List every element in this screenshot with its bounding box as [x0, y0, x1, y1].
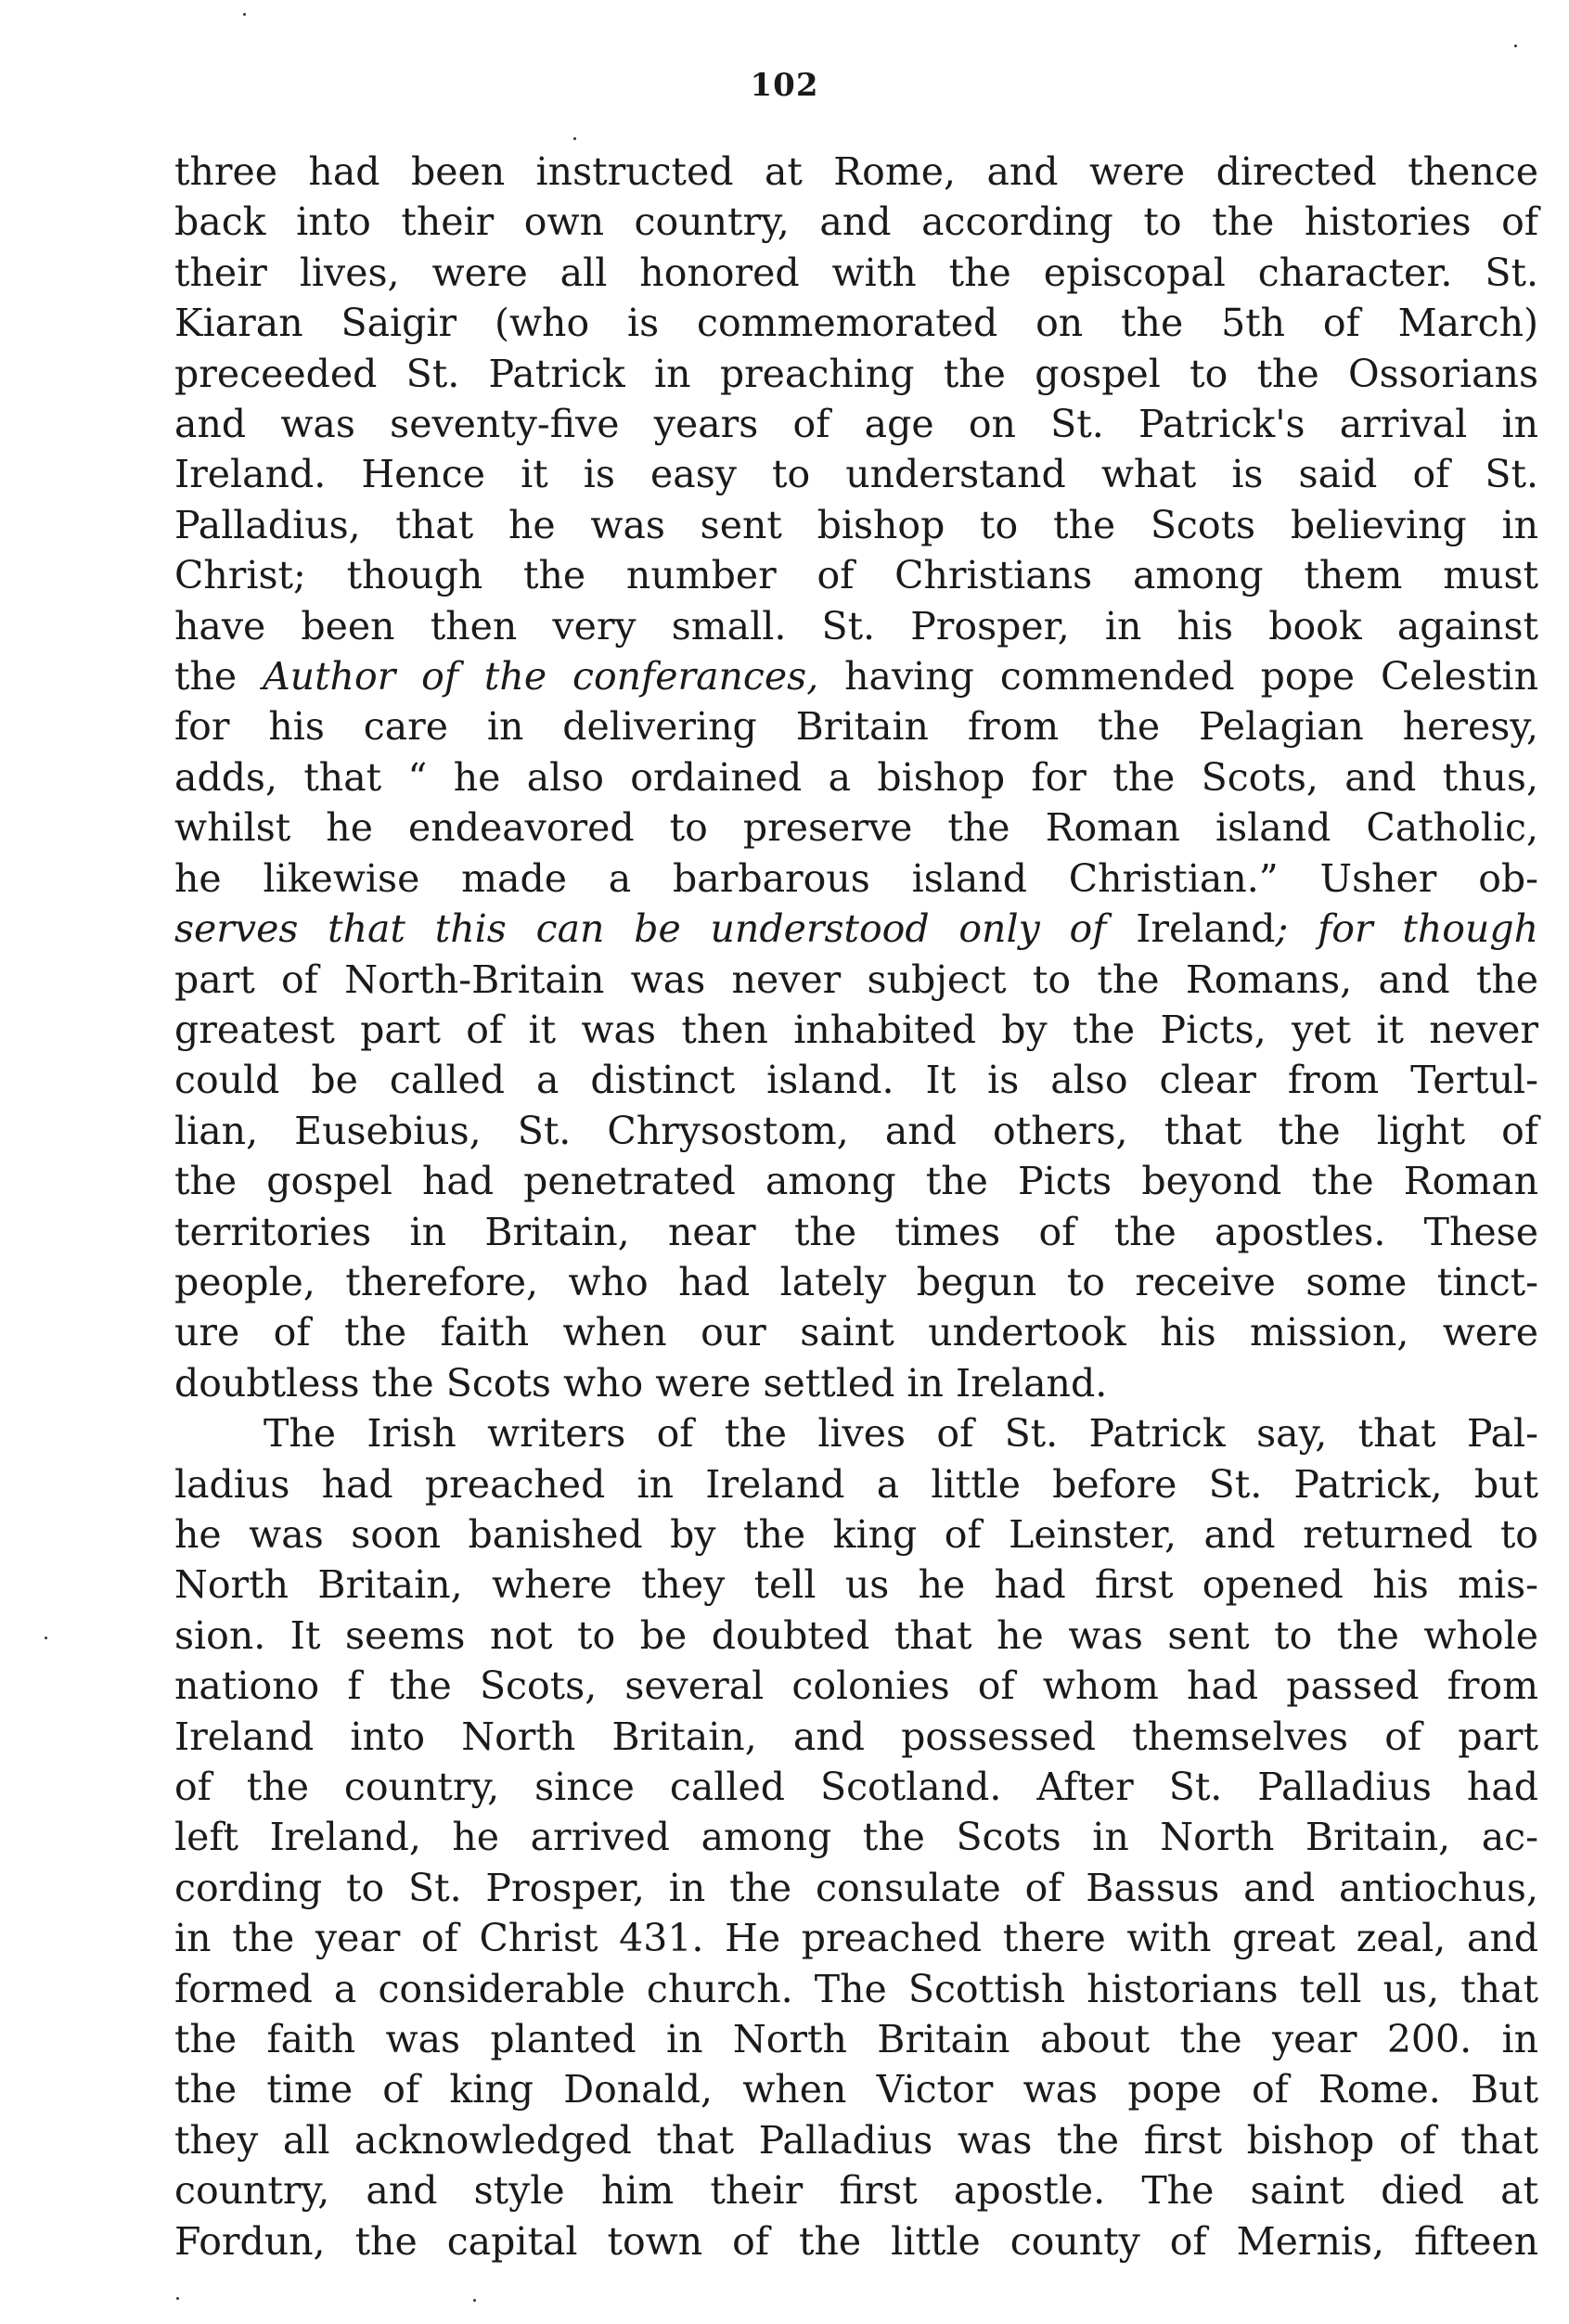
text-line: Palladius, that he was sent bishop to the Scots believing in [174, 502, 1538, 547]
text-line: preceeded St. Patrick in preaching the gospel to the Ossorians [174, 351, 1538, 396]
text-line: they all acknowledged that Palladius was the first bishop of that [174, 2117, 1538, 2163]
text-line [174, 651, 1538, 701]
text-line: Fordun, the capital town of the little county of Mernis, fifteen [174, 2218, 1538, 2264]
paragraph-2 [174, 1408, 1538, 2266]
body-text [174, 147, 1538, 2266]
text-line: ure of the faith when our saint undertook his mission, were [174, 1310, 1538, 1355]
text-line: whilst he endeavored to preserve the Roman island Catholic, [174, 805, 1538, 851]
text-fragment: having commended pope Celestin [818, 654, 1538, 700]
text-line: the gospel had penetrated among the Picts beyond the Roman [174, 1159, 1538, 1204]
text-line: their lives, were all honored with the episcopal character. St. [174, 250, 1538, 295]
text-line: Christ; though the number of Christians among them must [174, 553, 1538, 598]
text-line: in the year of Christ 431. He preached there with great zeal, and [174, 1916, 1538, 1961]
text-line: three had been instructed at Rome, and were directed thence [174, 149, 1538, 194]
print-speck [573, 137, 576, 140]
text-line: sion. It seems not to be doubted that he was sent to the whole [174, 1612, 1538, 1658]
text-line: for his care in delivering Britain from the Pelagian heresy, [174, 704, 1538, 750]
text-fragment: the [174, 654, 264, 700]
text-line: formed a considerable church. The Scottish historians tell us, that [174, 1966, 1538, 2011]
text-line: people, therefore, who had lately begun to receive some tinct- [174, 1259, 1538, 1304]
text-line: nationo f the Scots, several colonies of whom had passed from [174, 1663, 1538, 1709]
text-line: The Irish writers of the lives of St. Patrick say, that Pal- [264, 1411, 1538, 1457]
text-line: Kiaran Saigir (who is commemorated on the 5th of March) [174, 301, 1538, 346]
page-number: 102 [750, 67, 819, 104]
text-line: he was soon banished by the king of Leinster, and returned to [174, 1511, 1538, 1557]
text-line: and was seventy-five years of age on St. Patrick's arrival in [174, 402, 1538, 447]
text-line: Ireland into North Britain, and possessed themselves of part [174, 1714, 1538, 1759]
print-speck [176, 2297, 179, 2300]
text-line: doubtless the Scots who were settled in Ireland. [174, 1360, 1108, 1406]
italic-fragment: ; for though [1275, 906, 1538, 952]
text-line: the time of king Donald, when Victor was pope of Rome. But [174, 2067, 1538, 2112]
text-line: have been then very small. St. Prosper, in his book against [174, 603, 1538, 648]
text-line: North Britain, where they tell us he had first opened his mis- [174, 1562, 1538, 1608]
print-speck [473, 2299, 476, 2302]
text-line: back into their own country, and according to the histories of [174, 199, 1538, 245]
text-line: Ireland. Hence it is easy to understand what is said of St. [174, 452, 1538, 497]
text-line: adds, that “ he also ordained a bishop for the Scots, and thus, [174, 754, 1538, 800]
text-line: greatest part of it was then inhabited by the Picts, yet it never [174, 1007, 1538, 1052]
text-line: he likewise made a barbarous island Christian.” Usher ob- [174, 855, 1538, 901]
text-line: part of North-Britain was never subject to the Romans, and the [174, 957, 1538, 1002]
italic-book-title: Author of the conferances, [263, 654, 819, 700]
print-speck [243, 13, 246, 16]
text-line: left Ireland, he arrived among the Scots in North Britain, ac- [174, 1815, 1538, 1860]
text-line: lian, Eusebius, St. Chrysostom, and others, that the light of [174, 1108, 1538, 1153]
text-line: the faith was planted in North Britain about the year 200. in [174, 2017, 1538, 2062]
text-line [174, 904, 1538, 954]
text-line: ladius had preached in Ireland a little before St. Patrick, but [174, 1461, 1538, 1507]
text-fragment: Ireland [1136, 906, 1276, 952]
print-speck [45, 1637, 47, 1639]
print-speck [1514, 45, 1517, 47]
text-line: cording to St. Prosper, in the consulate of Bassus and antiochus, [174, 1865, 1538, 1910]
paragraph-1 [174, 147, 1538, 1408]
text-line: could be called a distinct island. It is also clear from Tertul- [174, 1058, 1538, 1103]
italic-fragment: serves that this can be understood only of [174, 906, 1137, 952]
text-line: territories in Britain, near the times of the apostles. These [174, 1209, 1538, 1254]
text-line: of the country, since called Scotland. After St. Palladius had [174, 1765, 1538, 1809]
text-line: country, and style him their first apostle. The saint died at [174, 2168, 1538, 2214]
